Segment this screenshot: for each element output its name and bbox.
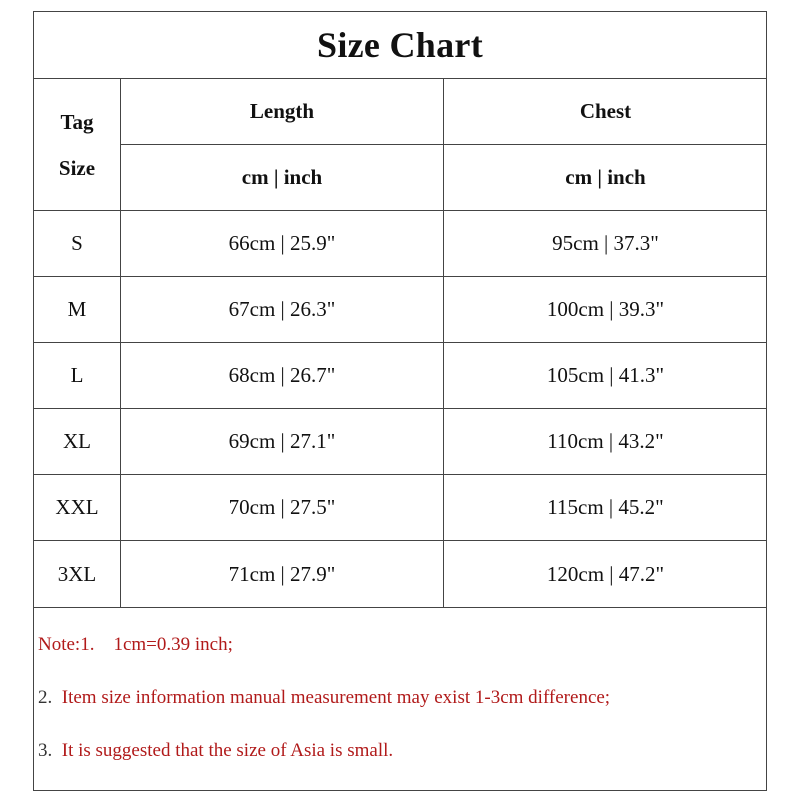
note-2-prefix: 2. [38,687,53,708]
length-cell: 66cm | 25.9" [228,231,336,255]
length-cell: 68cm | 26.7" [228,363,336,387]
note-1-prefix: Note:1. [38,634,95,655]
length-cell: 69cm | 27.1" [228,429,336,453]
length-unit-header: cm | inch [241,165,323,189]
size-cell: S [71,231,83,255]
note-3-prefix: 3. [38,740,53,761]
length-cell: 71cm | 27.9" [228,561,336,586]
note-1-text: 1cm=0.39 inch; [113,634,233,655]
chest-cell: 95cm | 37.3" [552,231,659,255]
chest-header: Chest [579,99,632,123]
note-3 [38,740,393,762]
size-cell: L [70,363,84,387]
length-cell: 67cm | 26.3" [228,297,336,321]
note-2-text: Item size information manual measurement may exist 1-3cm difference; [61,687,611,708]
note-1 [38,634,233,656]
tag-size-header-line2: Size [58,155,96,180]
note-2 [38,687,610,709]
tag-size-header-line1: Tag [60,109,94,134]
length-cell: 70cm | 27.5" [228,495,336,519]
chest-cell: 120cm | 47.2" [546,561,665,586]
tag-size-header [33,79,121,210]
divider [33,607,767,608]
length-header: Length [249,99,315,123]
size-cell: 3XL [57,561,97,586]
size-cell: XL [63,429,91,453]
size-cell: XXL [55,495,99,519]
chest-cell: 105cm | 41.3" [546,363,665,387]
size-cell: M [67,297,87,321]
chest-unit-header: cm | inch [565,165,646,189]
note-3-text: It is suggested that the size of Asia is small. [61,740,394,761]
table-title: Size Chart [317,25,483,65]
chest-cell: 110cm | 43.2" [547,429,664,453]
chest-cell: 115cm | 45.2" [547,495,664,519]
chest-cell: 100cm | 39.3" [546,297,665,321]
